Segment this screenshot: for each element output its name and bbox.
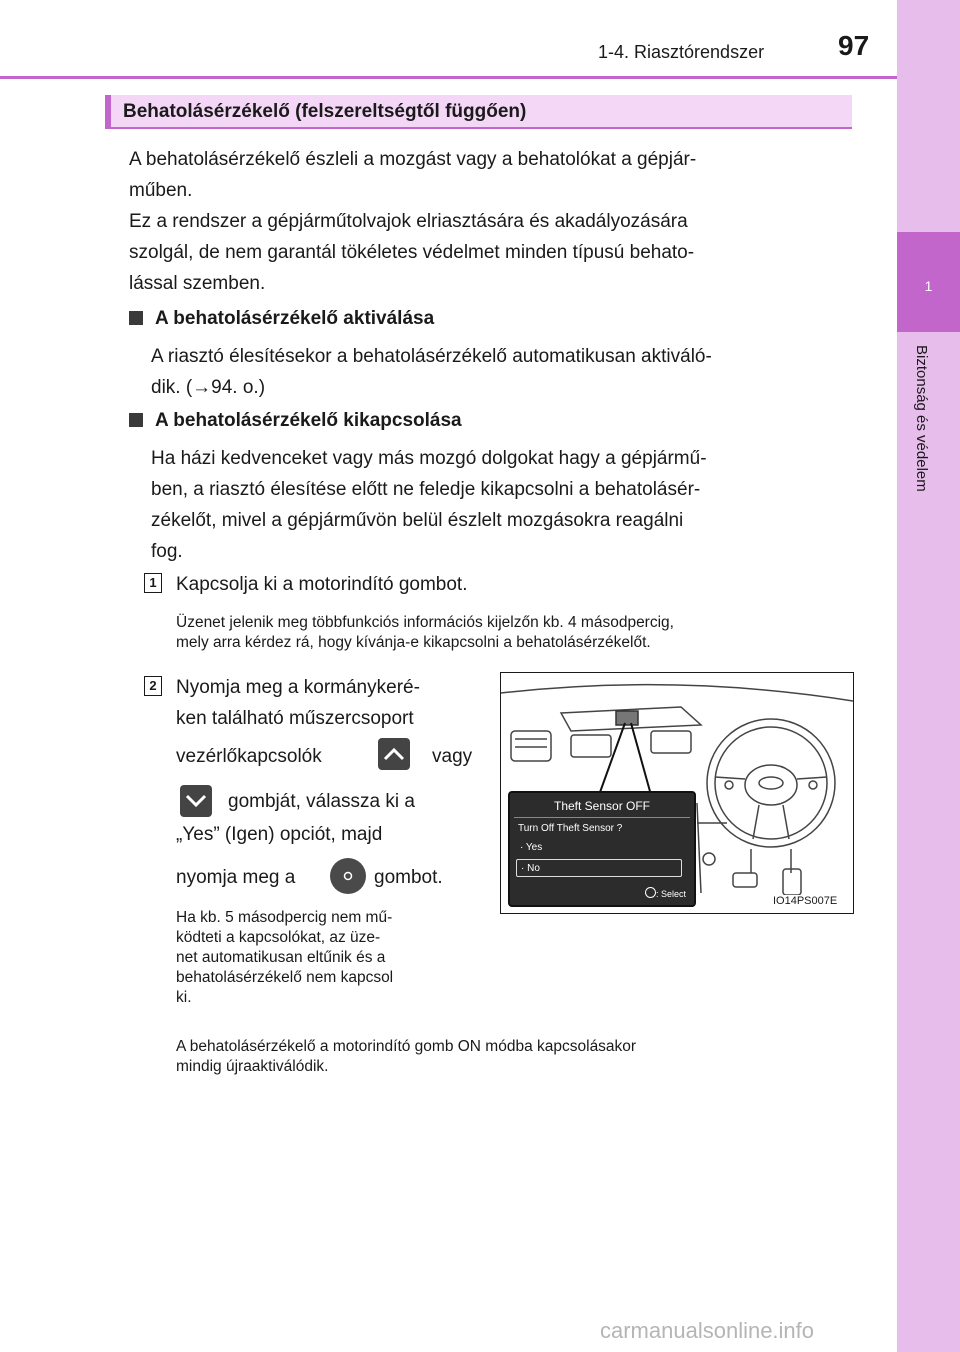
activation-line-1: A riasztó élesítésekor a behatolásérzékelő automatikusan aktiváló- — [151, 346, 712, 367]
multi-information-display — [508, 791, 696, 907]
deactivation-line-2: ben, a riasztó élesítése előtt ne feledje kikapcsolni a behatolásér- — [151, 479, 701, 500]
step-2-line-2: ken található műszercsoport — [176, 708, 414, 729]
step-2-line-6a: nyomja meg a — [176, 867, 296, 888]
step-1-note-line-1: Üzenet jelenik meg többfunkciós információs kijelzőn kb. 4 másodpercig, — [176, 614, 674, 631]
deactivation-line-3: zékelőt, mivel a gépjárművön belül észlelt mozgásokra reagálni — [151, 510, 684, 531]
intro-line-2: műben. — [129, 180, 193, 201]
deactivation-line-4: fog. — [151, 541, 183, 562]
step-2-note-line-3: net automatikusan eltűnik és a — [176, 949, 386, 966]
section-heading-box — [105, 95, 852, 129]
step-2-note-line-4: behatolásérzékelő nem kapcsol — [176, 969, 394, 986]
step-2-note-line-2: ködteti a kapcsolókat, az üze- — [176, 929, 381, 946]
chapter-number: 1 — [924, 278, 933, 294]
intro-line-1: A behatolásérzékelő észleli a mozgást vagy a behatolókat a gépjár- — [129, 149, 697, 170]
step-1-note-line-2: mely arra kérdez rá, hogy kívánja-e kikapcsolni a behatolásérzékelőt. — [176, 634, 651, 651]
step-2-badge: 2 — [144, 676, 162, 696]
deactivation-heading: A behatolásérzékelő kikapcsolása — [129, 410, 462, 432]
section-heading: Behatolásérzékelő (felszereltségtől függően) — [123, 101, 527, 122]
step-2-line-3b: vagy — [432, 746, 473, 767]
display-footer: : Select — [645, 887, 686, 899]
heading-accent-bar — [105, 95, 111, 129]
chevron-down-icon — [180, 785, 212, 817]
step-2-line-1: Nyomja meg a kormánykeré- — [176, 677, 420, 698]
final-note-line-2: mindig újraaktiválódik. — [176, 1058, 329, 1075]
heading-underline — [105, 127, 852, 129]
step-1-text: Kapcsolja ki a motorindító gombot. — [176, 574, 468, 595]
step-2-line-4: gombját, válassza ki a — [228, 791, 415, 812]
page-number: 97 — [838, 30, 870, 61]
section-title: 1-4. Riasztórendszer — [598, 42, 765, 62]
step-1-badge: 1 — [144, 573, 162, 593]
chevron-up-icon — [378, 738, 410, 770]
display-option-no[interactable]: · No — [516, 859, 682, 877]
intro-line-4: szolgál, de nem garantál tökéletes védelmet minden típusú behato- — [129, 242, 695, 263]
display-divider — [514, 817, 690, 818]
intro-line-5: lással szemben. — [129, 273, 266, 294]
ok-button-icon — [645, 887, 656, 898]
display-title: Theft Sensor OFF — [553, 799, 651, 813]
step-2-line-5: „Yes” (Igen) opciót, majd — [176, 824, 383, 845]
header-rule — [0, 76, 897, 79]
square-bullet-icon — [129, 413, 143, 427]
activation-line-2: dik. (→94. o.) — [151, 377, 266, 398]
step-2-note-line-5: ki. — [176, 989, 192, 1006]
display-option-yes[interactable]: · Yes — [520, 842, 543, 853]
ok-button-icon — [330, 858, 366, 894]
deactivation-line-1: Ha házi kedvenceket vagy más mozgó dolgokat hagy a gépjármű- — [151, 448, 707, 469]
watermark: carmanualsonline.info — [600, 1318, 815, 1343]
step-2-note-line-1: Ha kb. 5 másodpercig nem mű- — [176, 909, 393, 926]
square-bullet-icon — [129, 311, 143, 325]
illustration-code: IO14PS007E — [773, 895, 838, 907]
step-2-line-3: vezérlőkapcsolók — [176, 746, 322, 767]
step-2-line-6b: gombot. — [374, 867, 443, 888]
side-tab-strip — [897, 0, 960, 1352]
display-question: Turn Off Theft Sensor ? — [518, 823, 623, 834]
chapter-title: Biztonság és védelem — [913, 345, 930, 492]
intro-line-3: Ez a rendszer a gépjárműtolvajok elriasztására és akadályozására — [129, 211, 688, 232]
final-note-line-1: A behatolásérzékelő a motorindító gomb ON módba kapcsolásakor — [176, 1038, 637, 1055]
activation-heading: A behatolásérzékelő aktiválása — [129, 308, 434, 330]
